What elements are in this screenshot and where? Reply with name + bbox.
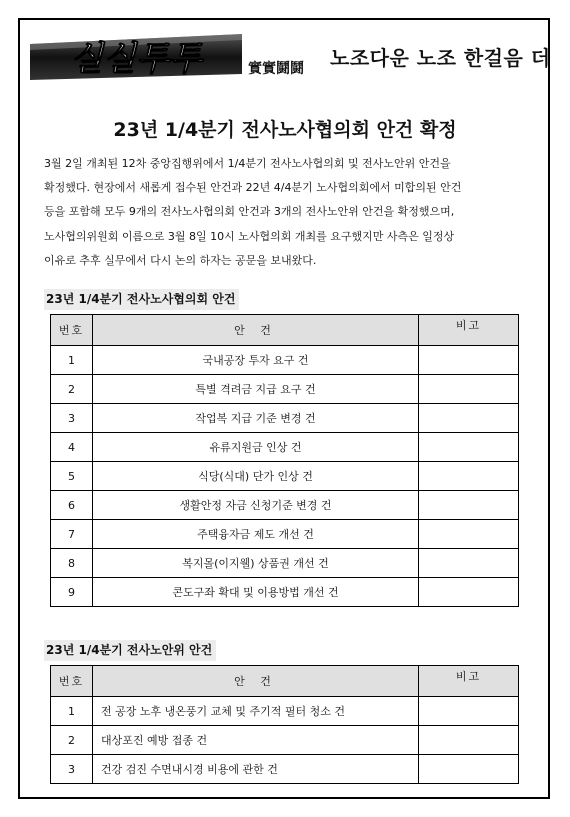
row-note <box>419 755 519 784</box>
table-row <box>51 404 519 433</box>
row-number: 3 <box>51 755 93 784</box>
row-note <box>419 462 519 491</box>
header-number: 번호 <box>51 666 93 697</box>
row-number: 7 <box>51 520 93 549</box>
row-item: 대상포진 예방 접종 건 <box>93 726 419 755</box>
row-note <box>419 549 519 578</box>
row-number: 2 <box>51 726 93 755</box>
header-item: 안 건 <box>93 666 419 697</box>
row-item: 국내공장 투자 요구 건 <box>93 346 419 375</box>
row-note <box>419 697 519 726</box>
section-title-council: 23년 1/4분기 전사노사협의회 안건 <box>44 289 239 310</box>
logo-text: 실실투투 <box>70 39 202 79</box>
row-number: 9 <box>51 578 93 607</box>
header-number: 번호 <box>51 315 93 346</box>
table-row <box>51 726 519 755</box>
table-row <box>51 462 519 491</box>
table-row <box>51 697 519 726</box>
intro-line: 등을 포함해 모두 9개의 전사노사협의회 안건과 3개의 전사노안위 안건을 확정했으며, <box>44 205 455 219</box>
row-item: 전 공장 노후 냉온풍기 교체 및 주기적 필터 청소 건 <box>93 697 419 726</box>
row-item: 식당(식대) 단가 인상 건 <box>93 462 419 491</box>
row-note <box>419 520 519 549</box>
header-note: 비고 <box>419 315 519 346</box>
section-title-safety: 23년 1/4분기 전사노안위 안건 <box>44 640 216 661</box>
header-note: 비고 <box>419 666 519 697</box>
row-note <box>419 404 519 433</box>
intro-line: 노사협의위원회 이름으로 3월 8일 10시 노사협의회 개최를 요구했지만 사측은 일정상 <box>44 229 455 243</box>
row-number: 5 <box>51 462 93 491</box>
safety-agenda-table <box>50 665 519 784</box>
row-item: 작업복 지급 기준 변경 건 <box>93 404 419 433</box>
table-header-row <box>51 315 519 346</box>
row-number: 8 <box>51 549 93 578</box>
intro-paragraph <box>44 152 528 273</box>
table-header-row <box>51 666 519 697</box>
table-row <box>51 755 519 784</box>
row-note <box>419 578 519 607</box>
table-row <box>51 346 519 375</box>
page-title: 23년 1/4분기 전사노사협의회 안건 확정 <box>113 119 457 141</box>
row-note <box>419 375 519 404</box>
row-item: 건강 검진 수면내시경 비용에 관한 건 <box>93 755 419 784</box>
row-item: 콘도구좌 확대 및 이용방법 개선 건 <box>93 578 419 607</box>
row-item: 유류지원금 인상 건 <box>93 433 419 462</box>
row-note <box>419 433 519 462</box>
row-number: 4 <box>51 433 93 462</box>
logo-subtitle-hanja: 實實鬪鬪 <box>248 61 304 77</box>
row-number: 3 <box>51 404 93 433</box>
row-item: 복지몰(이지웰) 상품권 개선 건 <box>93 549 419 578</box>
table-row <box>51 375 519 404</box>
table-row <box>51 491 519 520</box>
row-number: 2 <box>51 375 93 404</box>
row-note <box>419 726 519 755</box>
row-number: 6 <box>51 491 93 520</box>
row-item: 생활안정 자금 신청기준 변경 건 <box>93 491 419 520</box>
table-row <box>51 433 519 462</box>
intro-line: 확정했다. 현장에서 새롭게 접수된 안건과 22년 4/4분기 노사협의회에서 미합의된 안건 <box>44 181 462 195</box>
header-slogan: 노조다운 노조 한걸음 더 <box>330 46 551 70</box>
row-number: 1 <box>51 697 93 726</box>
header-item: 안 건 <box>93 315 419 346</box>
intro-line: 3월 2일 개최된 12차 중앙집행위에서 1/4분기 전사노사협의회 및 전사노안위 안건을 <box>44 157 451 170</box>
row-item: 특별 격려금 지급 요구 건 <box>93 375 419 404</box>
intro-line: 이유로 추후 실무에서 다시 논의 하자는 공문을 보내왔다. <box>44 253 317 267</box>
row-number: 1 <box>51 346 93 375</box>
row-item: 주택융자금 제도 개선 건 <box>93 520 419 549</box>
row-note <box>419 491 519 520</box>
table-row <box>51 520 519 549</box>
union-logo <box>30 30 242 84</box>
row-note <box>419 346 519 375</box>
table-row <box>51 549 519 578</box>
council-agenda-table <box>50 314 519 607</box>
table-row <box>51 578 519 607</box>
